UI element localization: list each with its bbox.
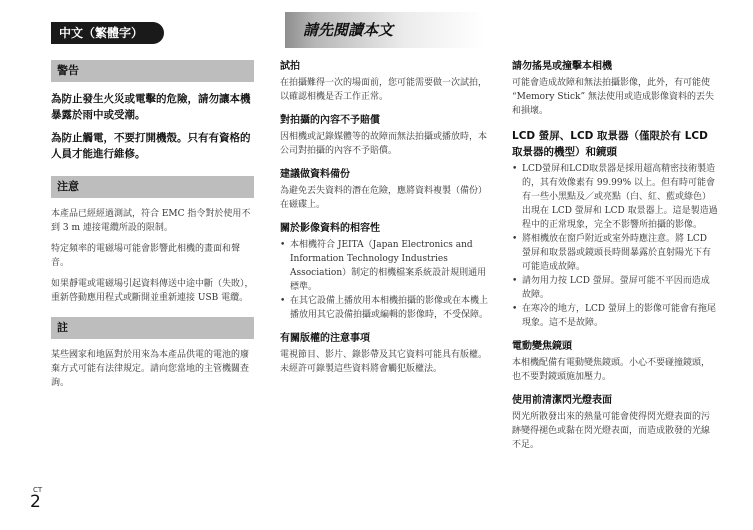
warning-heading: 警告: [51, 60, 254, 82]
trial-heading: 試拍: [280, 61, 300, 72]
no-compensation-text: 因相機或記錄媒體等的故障而無法拍攝或播放時，本公司對拍攝的內容不予賠償。: [280, 132, 488, 156]
compatibility-bullet-jeita: • 本相機符合 JEITA（Japan Electronics and Information Technology Industries Association）制定的相機檔案系統設計規則通用標準。: [280, 238, 490, 294]
trial-section: [280, 60, 490, 104]
zoom-section: [512, 340, 718, 384]
lcd-bullet-sunlight: • 將相機放在窗戶附近或室外時應注意。將 LCD 螢屏和取景器或鏡頭長時間暴露於直射陽光下有可能造成故障。: [512, 232, 718, 274]
zoom-text: 本相機配備有電動變焦鏡頭。小心不要碰撞鏡頭，也不要對鏡頭施加壓力。: [512, 358, 711, 382]
lcd-heading: LCD 螢屏、LCD 取景器（僅限於有 LCD 取景器的機型）和鏡頭: [512, 130, 708, 158]
copyright-section: [280, 332, 490, 376]
shake-section: [512, 60, 718, 118]
warning-fire-text: 為防止發生火災或電擊的危險，請勿讓本機暴露於雨中或受潮。: [51, 93, 251, 121]
compatibility-section: [280, 222, 490, 322]
zoom-heading: 電動變焦鏡頭: [512, 341, 572, 352]
compatibility-list: [280, 238, 490, 322]
page-number: 2: [30, 492, 41, 512]
document-title: 請先閱讀本文: [285, 12, 495, 48]
right-column: [512, 60, 718, 462]
lcd-bullet-pixels: • LCD螢屏和LCD取景器是採用超高精密技術製造的，其有效像素有 99.99% 以上。但有時可能會有一些小黑點及／或亮點（白、紅、藍或綠色）出現在 LCD 螢屏和 LCD 取景器上。這是製造過程中的正常現象，完全不影響所拍攝的影像。: [512, 162, 718, 232]
no-compensation-section: [280, 114, 490, 158]
compatibility-heading: 關於影像資料的相容性: [280, 223, 380, 234]
warning-shock-text: 為防止觸電，不要打開機殼。只有有資格的人員才能進行維修。: [51, 132, 251, 160]
backup-section: [280, 168, 490, 212]
copyright-text: 電視節目、影片、錄影帶及其它資料可能具有版權。未經許可錄製這些資料將會觸犯版權法。: [280, 350, 488, 374]
shake-heading: 請勿搖晃或撞擊本相機: [512, 61, 612, 72]
flash-heading: 使用前清潔閃光燈表面: [512, 395, 612, 406]
language-tab: 中文（繁體字）: [51, 22, 164, 44]
middle-column: [280, 60, 490, 386]
region-code: CT: [33, 486, 43, 494]
caution-usb-text: 如果靜電或電磁場引起資料傳送中途中斷（失敗），重新啓動應用程式或斷開並重新連接 USB 電纜。: [51, 279, 254, 303]
backup-text: 為避免丟失資料的潛在危險，應將資料複製（備份）在磁碟上。: [280, 186, 488, 210]
caution-frequency-text: 特定頻率的電磁場可能會影響此相機的畫面和聲音。: [51, 244, 241, 268]
lcd-list: [512, 162, 718, 330]
lcd-bullet-pressure: • 請勿用力按 LCD 螢屏。螢屏可能不平因而造成故障。: [512, 274, 718, 302]
left-column: [51, 60, 254, 397]
lcd-section: [512, 128, 718, 330]
lcd-bullet-cold: • 在寒冷的地方，LCD 螢屏上的影像可能會有拖尾現象。這不是故障。: [512, 302, 718, 330]
backup-heading: 建議做資料備份: [280, 169, 350, 180]
note-heading: 註: [51, 317, 254, 339]
copyright-heading: 有關版權的注意事項: [280, 333, 370, 344]
trial-text: 在拍攝難得一次的場面前，您可能需要做一次試拍，以確認相機是否工作正常。: [280, 78, 488, 102]
flash-text: 閃光所散發出來的熱量可能會使得閃光燈表面的污跡變得褪色或黏在閃光燈表面，而造成散發的光線不足。: [512, 412, 711, 450]
no-compensation-heading: 對拍攝的內容不予賠償: [280, 115, 380, 126]
note-battery-text: 某些國家和地區對於用來為本產品供電的電池的廢棄方式可能有法律規定。請向您當地的主管機關查詢。: [51, 350, 250, 388]
shake-text: 可能會造成故障和無法拍攝影像，此外，有可能使 “Memory Stick” 無法使用或造成影像資料的丟失和損壞。: [512, 78, 714, 116]
caution-emc-text: 本產品已經經過測試，符合 EMC 指令對於使用不到 3 m 連接電纜所設的限制。: [51, 209, 251, 233]
caution-heading: 注意: [51, 176, 254, 198]
flash-section: [512, 394, 718, 452]
compatibility-bullet-playback: • 在其它設備上播放用本相機拍攝的影像或在本機上播放用其它設備拍攝或編輯的影像時，不受保障。: [280, 294, 490, 322]
